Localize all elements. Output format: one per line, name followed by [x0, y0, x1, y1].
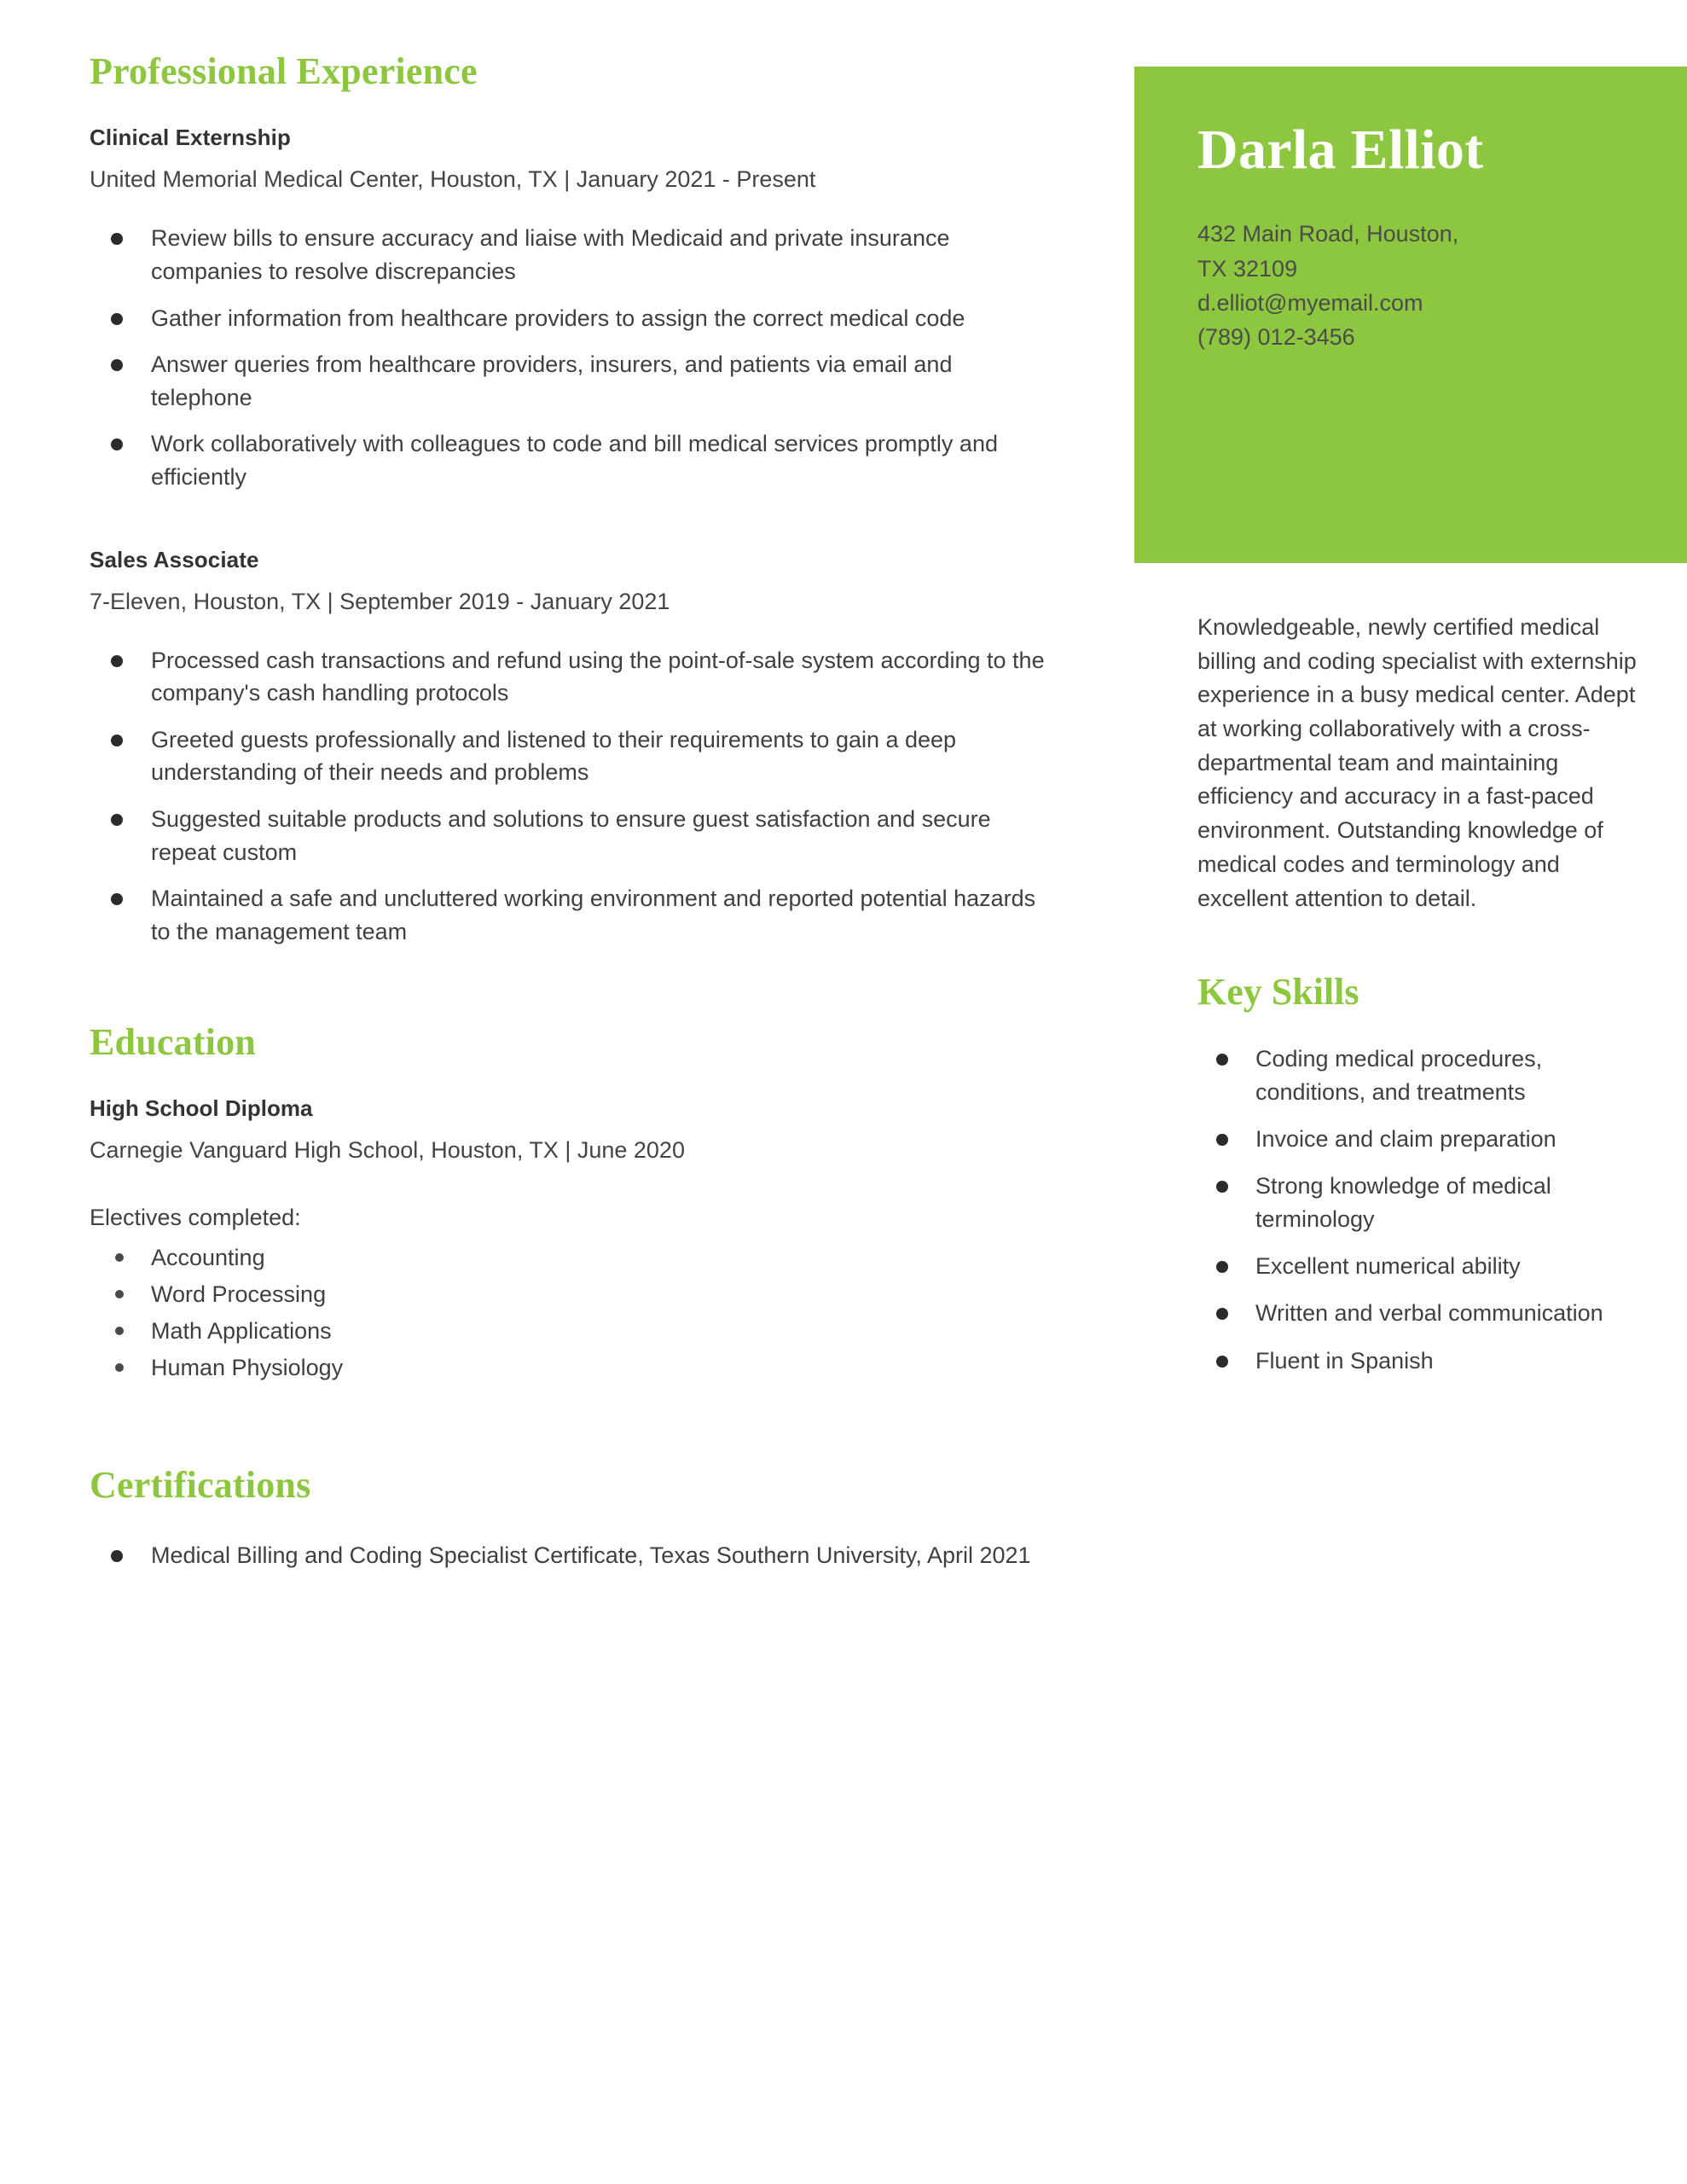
- list-item: Coding medical procedures, conditions, and treatments: [1197, 1043, 1653, 1109]
- electives-label: Electives completed:: [90, 1204, 301, 1230]
- job-meta: United Memorial Medical Center, Houston, TX | January 2021 - Present: [90, 166, 816, 193]
- section-title-experience: Professional Experience: [90, 50, 478, 92]
- education-entry: [90, 1095, 1058, 1385]
- name-panel: [1134, 67, 1687, 563]
- list-item: Answer queries from healthcare providers, insurers, and patients via email and telephone: [90, 348, 1058, 414]
- section-title-certifications: Certifications: [90, 1464, 311, 1507]
- list-item: Invoice and claim preparation: [1197, 1123, 1653, 1156]
- list-item: Medical Billing and Coding Specialist Certificate, Texas Southern University, April 2021: [90, 1539, 1058, 1572]
- main-content-column: [0, 0, 1134, 1585]
- list-item: Math Applications: [90, 1315, 1058, 1348]
- education-meta: Carnegie Vanguard High School, Houston, TX | June 2020: [90, 1136, 685, 1163]
- electives-list: [90, 1241, 1058, 1385]
- list-item: Gather information from healthcare providers to assign the correct medical code: [90, 302, 1058, 335]
- list-item: Excellent numerical ability: [1197, 1250, 1653, 1283]
- list-item: Review bills to ensure accuracy and liaise with Medicaid and private insurance companies to resolve discrepancies: [90, 222, 1058, 288]
- list-item: Strong knowledge of medical terminology: [1197, 1170, 1653, 1236]
- experience-entry-1: [90, 125, 1058, 493]
- list-item: Written and verbal communication: [1197, 1297, 1653, 1330]
- experience-entry-2: [90, 547, 1058, 949]
- list-item: Human Physiology: [90, 1351, 1058, 1385]
- certifications-list: [90, 1539, 1058, 1572]
- list-item: Greeted guests professionally and listened to their requirements to gain a deep understanding of their needs and problems: [90, 723, 1058, 789]
- list-item: Work collaboratively with colleagues to code and bill medical services promptly and efficiently: [90, 427, 1058, 493]
- key-skills-list: [1134, 1043, 1687, 1378]
- sidebar-column: [1134, 0, 1687, 1391]
- list-item: Word Processing: [90, 1278, 1058, 1311]
- list-item: Suggested suitable products and solutions to ensure guest satisfaction and secure repeat custom: [90, 803, 1058, 868]
- contact-address-line-1: 432 Main Road, Houston,: [1197, 221, 1459, 247]
- professional-summary: Knowledgeable, newly certified medical billing and coding specialist with externship experience in a busy medical center. Adept at working collaboratively with a cross-departmental team and maintaining efficiency and accuracy in a fast-paced environment. Outstanding knowledge of medical codes and terminology and excellent attention to detail.: [1197, 614, 1637, 911]
- contact-phone: (789) 012-3456: [1197, 324, 1355, 351]
- page-title: Darla Elliot: [1197, 119, 1484, 181]
- contact-email: d.elliot@myemail.com: [1197, 289, 1423, 316]
- section-title-key-skills: Key Skills: [1197, 971, 1359, 1014]
- contact-address-line-2: TX 32109: [1197, 255, 1298, 282]
- job-bullet-list: [90, 644, 1058, 949]
- list-item: Accounting: [90, 1241, 1058, 1275]
- section-title-education: Education: [90, 1020, 256, 1063]
- list-item: Fluent in Spanish: [1197, 1345, 1653, 1378]
- job-bullet-list: [90, 222, 1058, 493]
- list-item: Processed cash transactions and refund using the point-of-sale system according to the company's cash handling protocols: [90, 644, 1058, 710]
- list-item: Maintained a safe and uncluttered working environment and reported potential hazards to the management team: [90, 882, 1058, 948]
- job-meta: 7-Eleven, Houston, TX | September 2019 - January 2021: [90, 588, 670, 614]
- education-degree: High School Diploma: [90, 1095, 313, 1121]
- job-title: Clinical Externship: [90, 125, 291, 151]
- job-title: Sales Associate: [90, 546, 259, 572]
